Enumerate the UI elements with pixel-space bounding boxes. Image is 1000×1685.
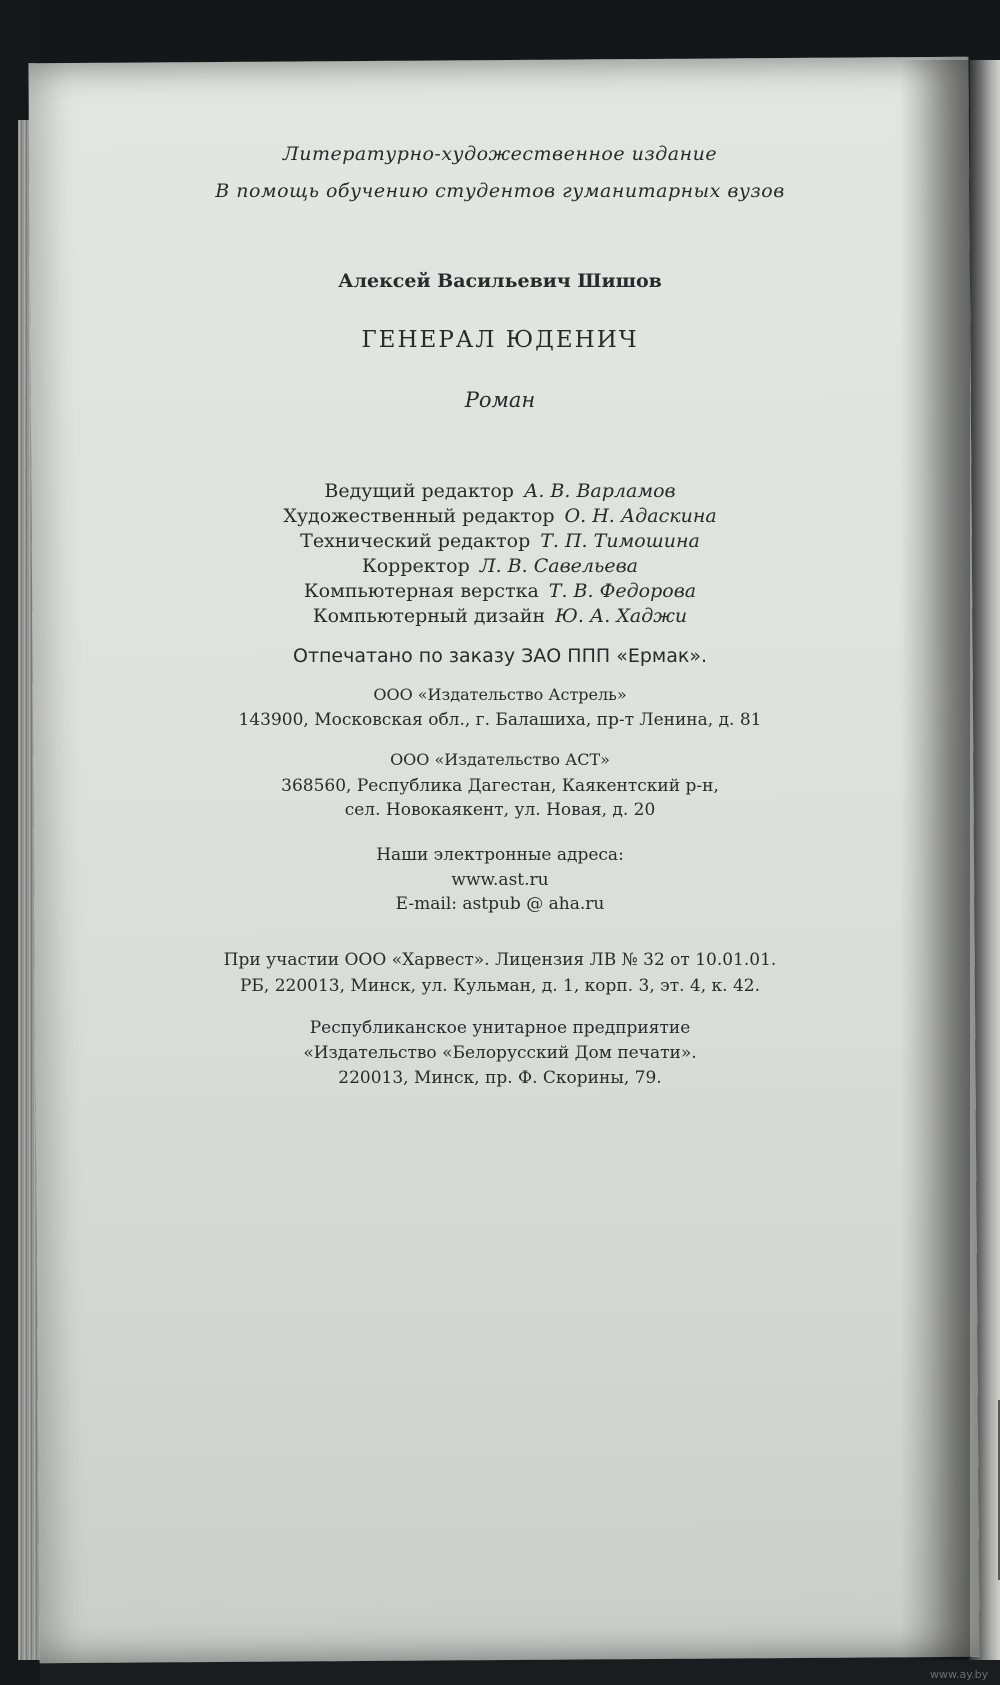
publisher-1-name: ООО «Издательство Астрель» (373, 685, 627, 704)
staff-name: Т. В. Федорова (548, 580, 697, 602)
staff-name: Т. П. Тимошина (540, 530, 700, 552)
printer-line-2: «Издательство «Белорусский Дом печати». (303, 1043, 697, 1063)
staff-role: Корректор (362, 555, 470, 577)
watermark-text: www.ay.by (930, 1668, 989, 1681)
staff-role: Компьютерная верстка (303, 580, 539, 602)
staff-row (0, 505, 1000, 527)
participation-line-1: При участии ООО «Харвест». Лицензия ЛВ № 32 от 10.01.01. (223, 950, 777, 970)
publisher-2-name: ООО «Издательство АСТ» (390, 750, 610, 769)
author-name: Алексей Васильевич Шишов (338, 270, 662, 292)
electronic-email: E-mail: astpub @ aha.ru (395, 894, 605, 914)
genre-label: Роман (464, 388, 536, 412)
header-line-2: В помощь обучению студентов гуманитарных вузов (215, 180, 785, 202)
book-title: ГЕНЕРАЛ ЮДЕНИЧ (361, 327, 639, 353)
staff-name: О. Н. Адаскина (564, 505, 717, 527)
staff-name: Л. В. Савельева (479, 555, 638, 577)
publisher-2-address-1: 368560, Республика Дагестан, Каякентский р-н, (281, 776, 719, 796)
staff-row (0, 605, 1000, 627)
staff-role: Ведущий редактор (324, 480, 514, 502)
cover-ornament (976, 1400, 1000, 1580)
electronic-web: www.ast.ru (451, 870, 549, 890)
staff-role: Компьютерный дизайн (312, 605, 546, 627)
staff-role: Технический редактор (300, 530, 531, 552)
header-line-1: Литературно-художественное издание (282, 143, 718, 165)
staff-name: Ю. А. Хаджи (555, 605, 688, 627)
printer-line-3: 220013, Минск, пр. Ф. Скорины, 79. (338, 1068, 662, 1088)
staff-row (0, 480, 1000, 502)
electronic-heading: Наши электронные адреса: (376, 845, 624, 865)
staff-name: А. В. Варламов (523, 480, 676, 502)
staff-row (0, 555, 1000, 577)
publisher-1-address: 143900, Московская обл., г. Балашиха, пр-т Ленина, д. 81 (238, 710, 762, 730)
staff-role: Художественный редактор (283, 505, 555, 527)
printer-line-1: Республиканское унитарное предприятие (309, 1018, 691, 1038)
staff-row (0, 530, 1000, 552)
participation-line-2: РБ, 220013, Минск, ул. Кульман, д. 1, корп. 3, эт. 4, к. 42. (239, 976, 760, 996)
staff-row (0, 580, 1000, 602)
print-order: Отпечатано по заказу ЗАО ППП «Ермак». (292, 645, 708, 667)
publisher-2-address-2: сел. Новокаякент, ул. Новая, д. 20 (344, 800, 656, 820)
